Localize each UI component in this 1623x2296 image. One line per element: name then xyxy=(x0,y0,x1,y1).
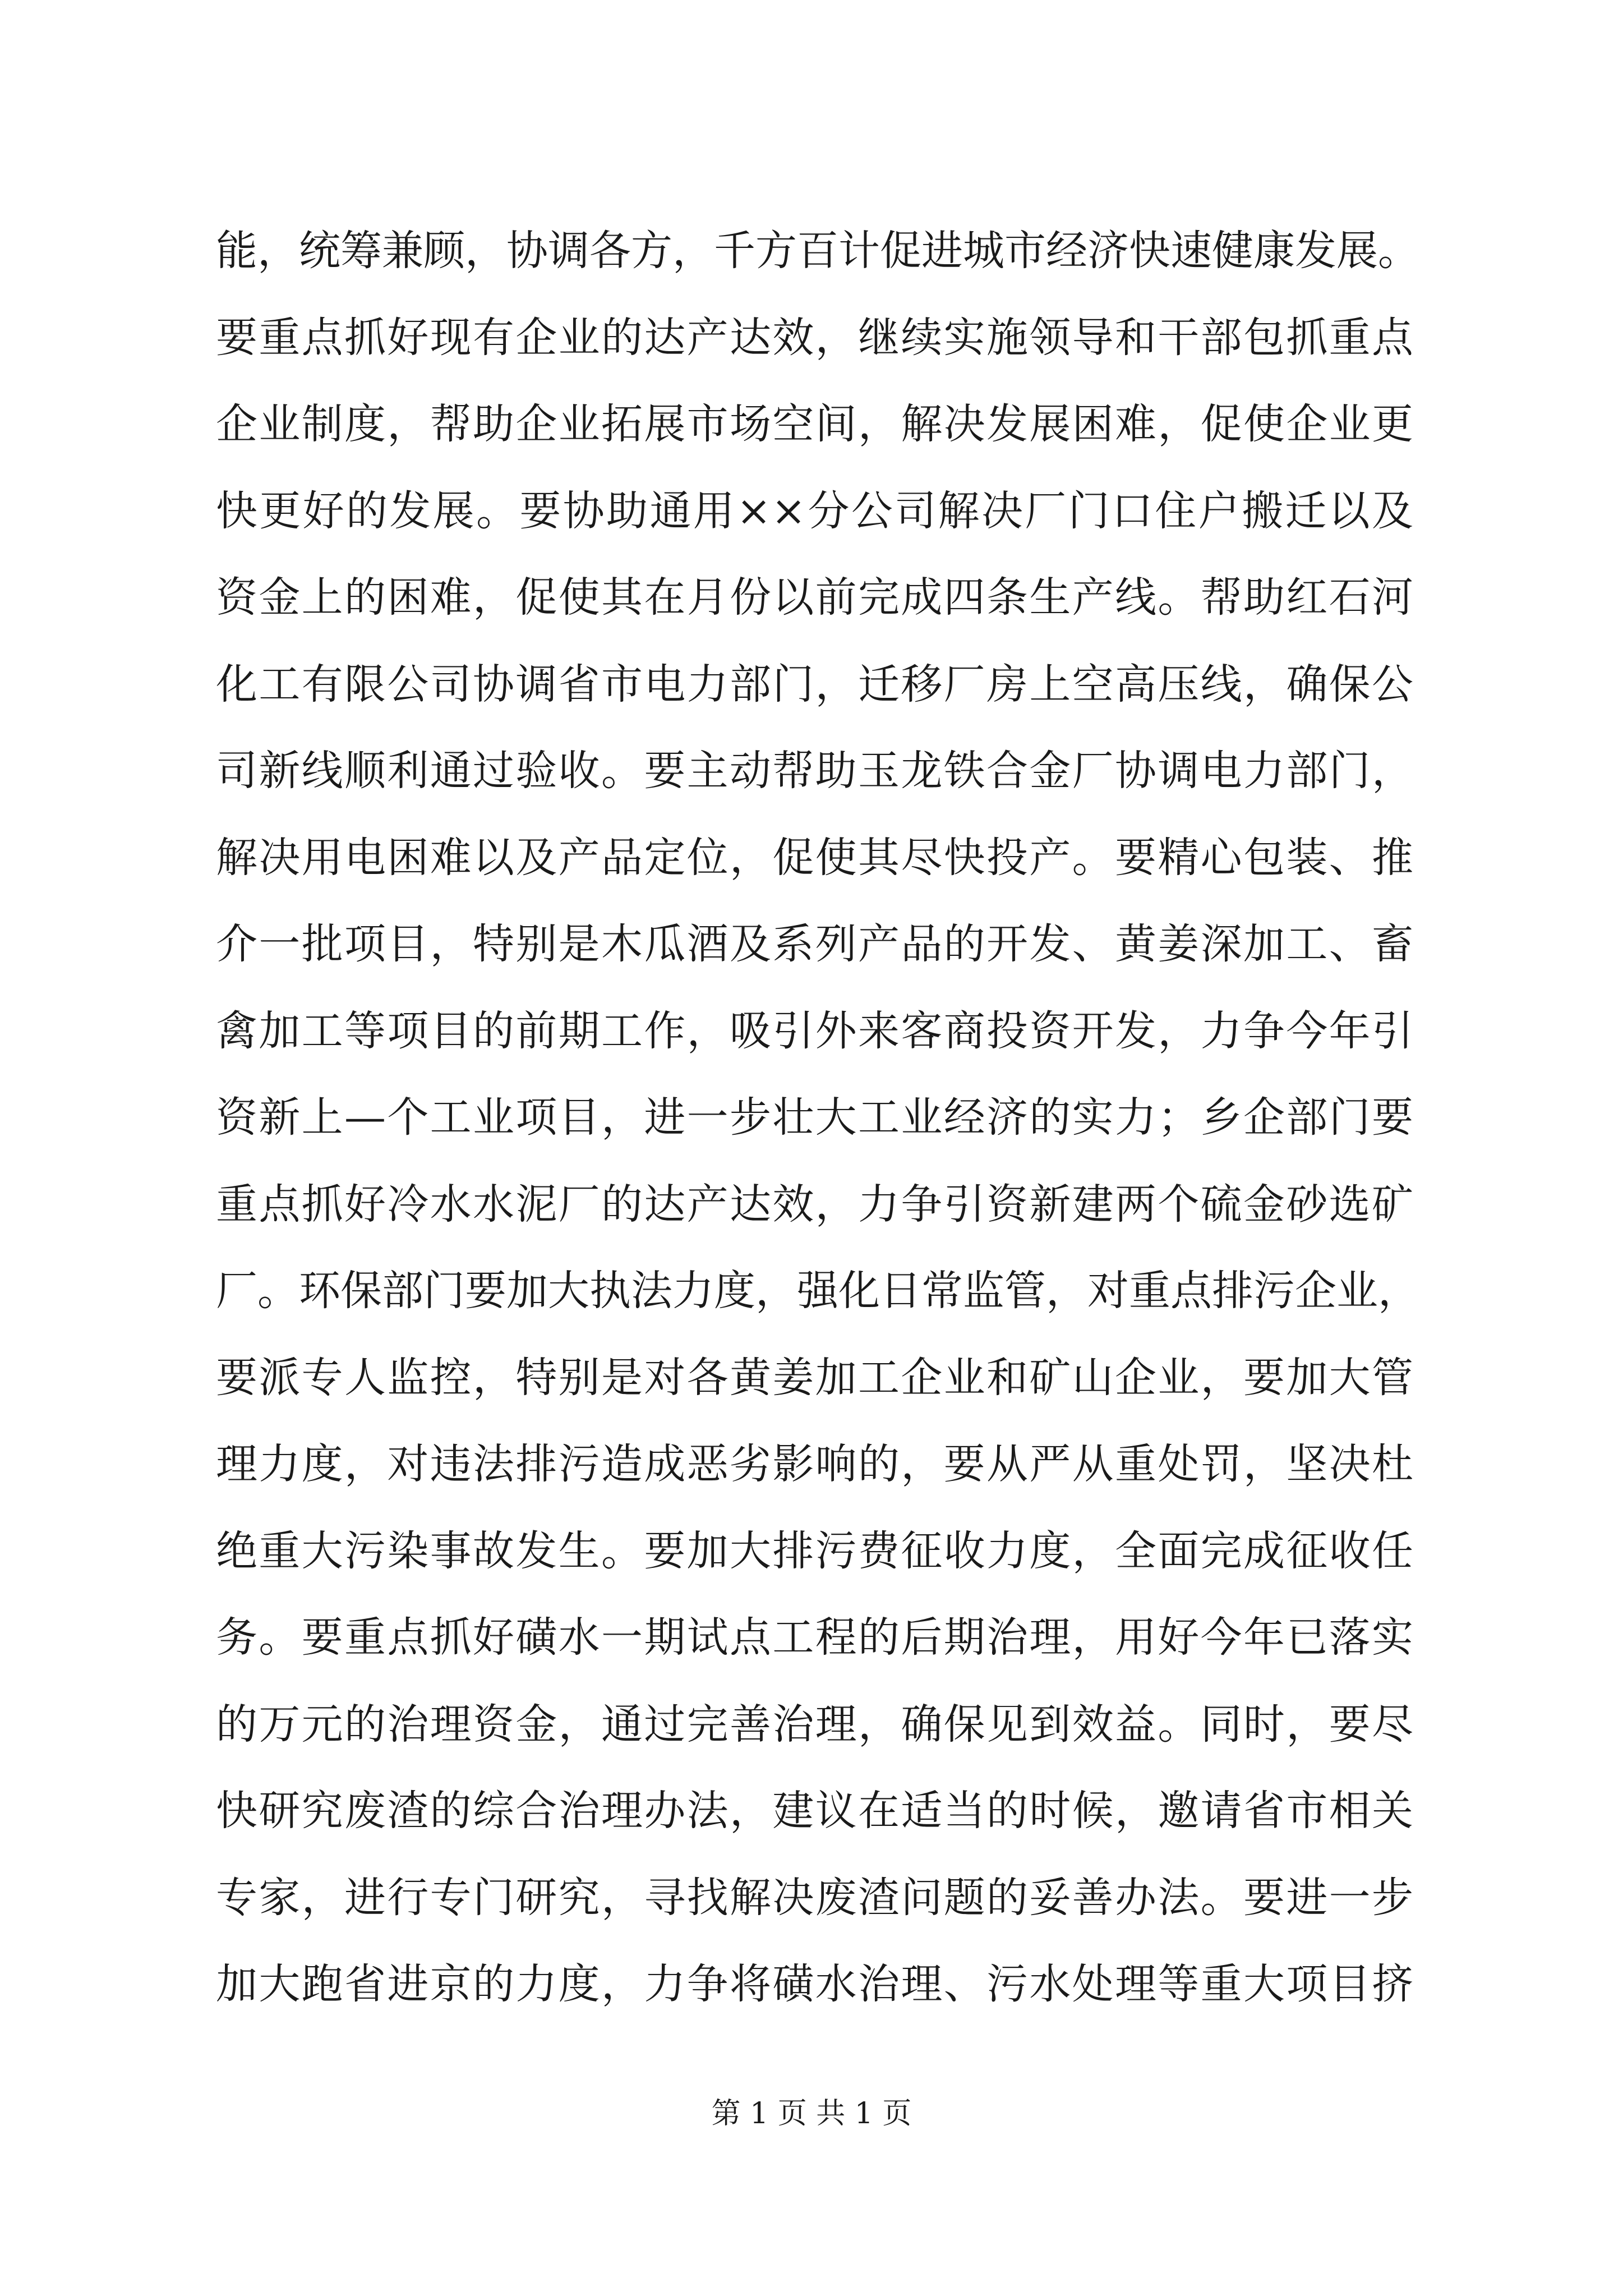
text-line-6: 化工有限公司协调省市电力部门，迁移厂房上空高压线，确保公 xyxy=(216,660,1413,708)
text-line-1: 能，统筹兼顾，协调各方，千方百计促进城市经济快速健康发展。 xyxy=(216,227,1419,275)
text-line-5: 资金上的困难，促使其在月份以前完成四条生产线。帮助红石河 xyxy=(216,573,1413,622)
text-line-3: 企业制度，帮助企业拓展市场空间，解决发展困难，促使企业更 xyxy=(216,400,1413,448)
text-line-7: 司新线顺利通过验收。要主动帮助玉龙铁合金厂协调电力部门， xyxy=(216,747,1413,795)
text-line-19: 快研究废渣的综合治理办法，建议在适当的时候，邀请省市相关 xyxy=(216,1787,1413,1835)
text-line-20: 专家，进行专门研究，寻找解决废渣问题的妥善办法。要进一步 xyxy=(216,1873,1413,1922)
body-text xyxy=(216,208,1419,2028)
text-line-4: 快更好的发展。要协助通用××分公司解决厂门口住户搬迁以及 xyxy=(216,486,1413,535)
text-line-10: 禽加工等项目的前期工作，吸引外来客商投资开发，力争今年引 xyxy=(216,1006,1413,1055)
page-footer: 第 1 页 共 1 页 xyxy=(711,2097,912,2131)
text-line-15: 理力度，对违法排污造成恶劣影响的，要从严从重处罚，坚决杜 xyxy=(216,1440,1413,1488)
text-line-17: 务。要重点抓好磺水一期试点工程的后期治理，用好今年已落实 xyxy=(216,1613,1413,1662)
text-line-8: 解决用电困难以及产品定位，促使其尽快投产。要精心包装、推 xyxy=(216,833,1413,882)
text-line-12: 重点抓好冷水水泥厂的达产达效，力争引资新建两个硫金砂选矿 xyxy=(216,1180,1413,1228)
text-line-14: 要派专人监控，特别是对各黄姜加工企业和矿山企业，要加大管 xyxy=(216,1353,1413,1402)
text-line-21: 加大跑省进京的力度，力争将磺水治理、污水处理等重大项目挤 xyxy=(216,1960,1413,2008)
text-line-13: 厂。环保部门要加大执法力度，强化日常监管，对重点排污企业， xyxy=(216,1267,1419,1315)
text-line-2: 要重点抓好现有企业的达产达效，继续实施领导和干部包抓重点 xyxy=(216,313,1413,362)
text-line-18: 的万元的治理资金，通过完善治理，确保见到效益。同时，要尽 xyxy=(216,1700,1413,1749)
text-line-11: 资新上—个工业项目，进一步壮大工业经济的实力；乡企部门要 xyxy=(216,1093,1413,1142)
text-line-9: 介一批项目，特别是木瓜酒及系列产品的开发、黄姜深加工、畜 xyxy=(216,920,1413,968)
text-line-16: 绝重大污染事故发生。要加大排污费征收力度，全面完成征收任 xyxy=(216,1526,1413,1575)
